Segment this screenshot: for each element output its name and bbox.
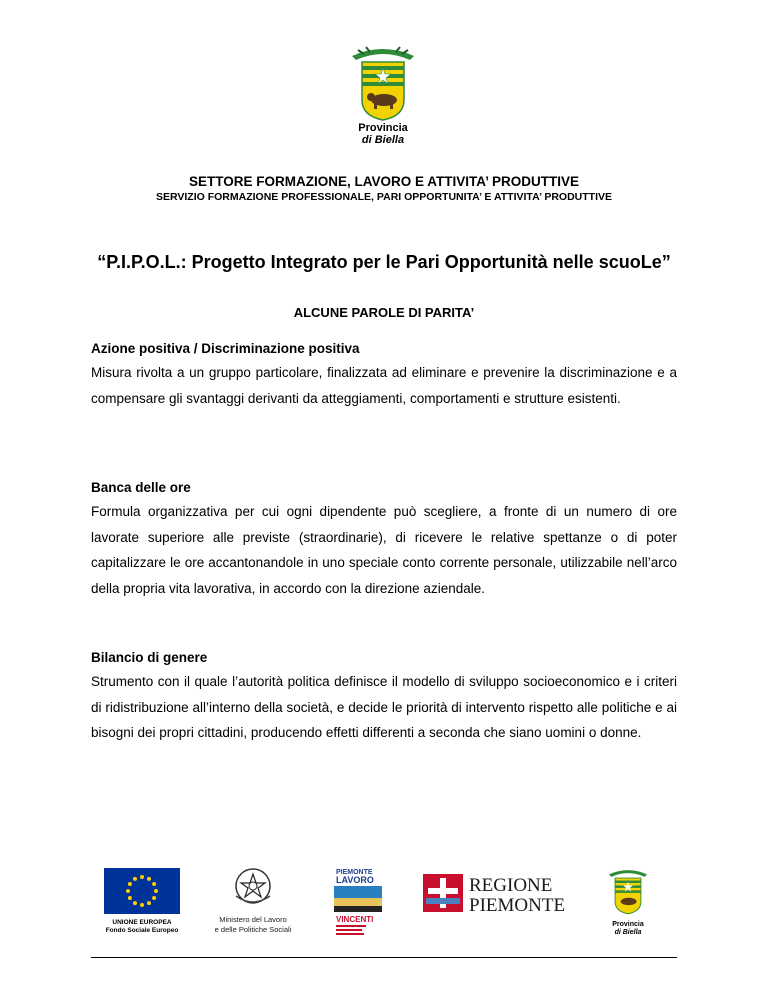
provincia-logo <box>344 44 422 144</box>
eu-flag-icon <box>104 868 180 914</box>
glossary-entry <box>91 341 677 411</box>
footer-divider <box>91 957 677 958</box>
eu-star <box>133 901 137 905</box>
provincia-biella-crest-icon <box>604 866 652 916</box>
eu-star <box>147 901 151 905</box>
svg-text:REGIONE: REGIONE <box>469 875 553 896</box>
eu-logo: UNIONE EUROPEA Fondo Sociale Europeo <box>104 868 184 935</box>
svg-text:PIEMONTE: PIEMONTE <box>469 895 566 914</box>
glossary-entry <box>91 480 677 601</box>
entry-definition: Formula organizzativa per cui ogni dipendente può scegliere, a fronte di un numero di ore lavorate superiore alle previste (straordinarie), di ricevere le relative spettanze o di poter capitalizzare le ore accantonandole in uno speciale conto corrente personale, utilizzabile nell’arco della propria vita lavorativa, in accordo con la direzione aziendale. <box>91 504 677 596</box>
eu-star <box>128 896 132 900</box>
entry-term: Azione positiva / Discriminazione positiva <box>91 341 360 356</box>
eu-star <box>147 877 151 881</box>
svg-text:PIEMONTE: PIEMONTE <box>336 869 373 876</box>
entry-definition: Misura rivolta a un gruppo particolare, finalizzata ad eliminare e prevenire la discriminazione e a compensare gli svantaggi derivanti da atteggiamenti, comportamenti e strutture esistenti. <box>91 365 677 406</box>
document-subtitle: ALCUNE PAROLE DI PARITA’ <box>293 305 475 320</box>
entry-term: Bilancio di genere <box>91 650 208 665</box>
regione-piemonte-shield-icon <box>423 872 571 914</box>
service-heading: SERVIZIO FORMAZIONE PROFESSIONALE, PARI OPPORTUNITA’ E ATTIVITA’ PRODUTTIVE <box>155 191 612 203</box>
ministero-logo: Ministero del Lavoro e delle Politiche Sociali <box>212 866 294 935</box>
italian-republic-emblem-icon <box>212 866 294 910</box>
eu-star <box>140 903 144 907</box>
eu-star <box>140 875 144 879</box>
eu-star <box>152 896 156 900</box>
svg-text:LAVORO: LAVORO <box>336 875 374 885</box>
sector-heading: SETTORE FORMAZIONE, LAVORO E ATTIVITA’ PRODUTTIVE <box>188 174 580 189</box>
logo-line2: di Biella <box>361 134 405 146</box>
document-title: “P.I.P.O.L.: Progetto Integrato per le Pari Opportunità nelle scuoLe” <box>97 252 671 272</box>
logo-line1: Provincia <box>358 122 408 134</box>
piemonte-lavoro-logo <box>332 866 384 945</box>
eu-star <box>133 877 137 881</box>
provincia-footer-logo: Provincia di Biella <box>604 866 652 937</box>
entry-term: Banca delle ore <box>91 480 191 495</box>
eu-star <box>126 889 130 893</box>
eu-star <box>128 882 132 886</box>
eu-star <box>152 882 156 886</box>
glossary-entry <box>91 650 677 746</box>
entry-definition: Strumento con il quale l’autorità politica definisce il modello di sviluppo socioeconomico e i criteri di ridistribuzione all’interno della società, e decide le priorità di intervento rispetto alle politiche e ai bisogni dei propri cittadini, producendo effetti differenti a seconda che siano uomini o donne. <box>91 674 677 740</box>
provincia-biella-crest-icon <box>344 44 422 122</box>
regione-piemonte-logo <box>423 872 571 919</box>
piemonte-lavoro-logo-icon <box>332 866 384 940</box>
eu-star <box>154 889 158 893</box>
svg-text:VINCENTI: VINCENTI <box>336 915 374 924</box>
